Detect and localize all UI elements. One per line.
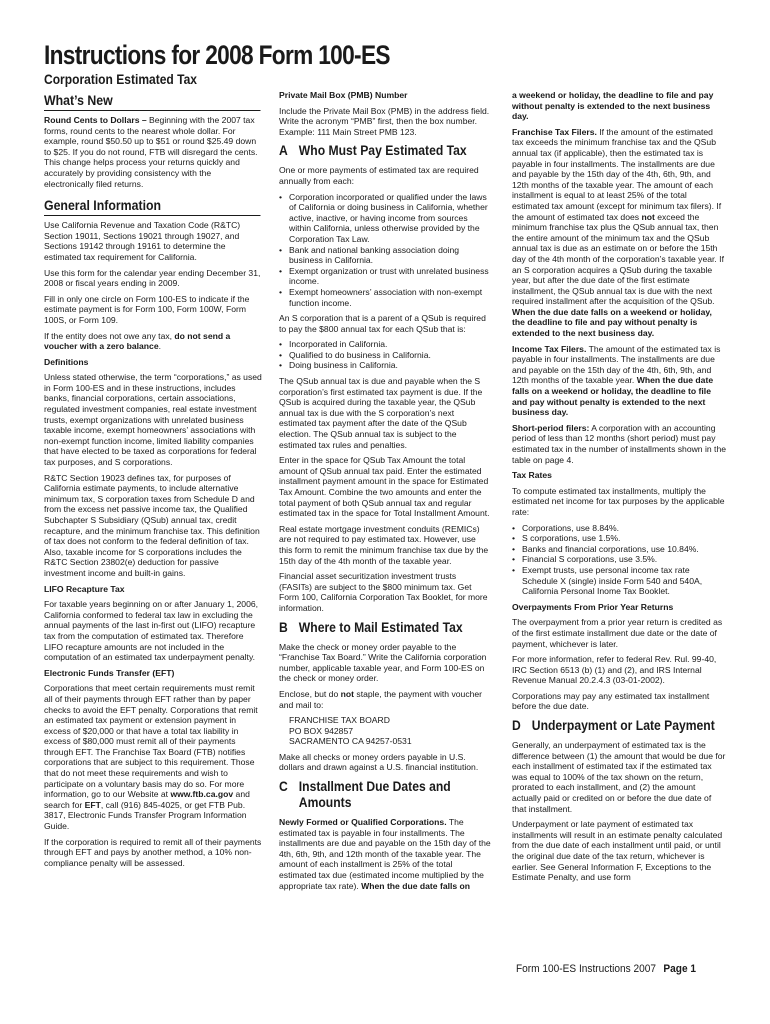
- list-item: • Corporations, use 8.84%.: [512, 523, 726, 534]
- list-item: • Exempt organization or trust with unrelated business income.: [279, 266, 491, 287]
- section-c-heading: [279, 779, 491, 811]
- address-line-2: PO BOX 942857: [289, 725, 354, 736]
- franchise-lead: Franchise Tax Filers.: [512, 126, 597, 137]
- overpayments-paragraph-3: Corporations may pay any estimated tax installment before the due date.: [512, 690, 710, 712]
- list-item: • Banks and financial corporations, use 10.84%.: [512, 544, 726, 555]
- short-period-lead: Short-period filers:: [512, 422, 590, 433]
- general-info-paragraph-2: Use this form for the calendar year ending December 31, 2008 or fiscal years ending in 2009.: [44, 267, 261, 289]
- pmb-heading: Private Mail Box (PMB) Number: [279, 90, 408, 100]
- weekend-continuation: a weekend or holiday, the deadline to file and pay without penalty is extended to the next business day.: [512, 90, 714, 122]
- section-c-paragraph: [279, 817, 491, 891]
- lifo-heading: LIFO Recapture Tax: [44, 583, 125, 594]
- section-a-letter: A: [279, 143, 288, 159]
- footer-page-number: Page 1: [663, 963, 697, 975]
- income-tax-paragraph: [512, 344, 726, 418]
- eft-keyword: EFT: [84, 799, 101, 810]
- section-b-paragraph-2: [279, 689, 491, 710]
- zero-voucher-text-b: do not send a voucher with a zero balance: [44, 330, 231, 352]
- general-info-paragraph-4: [44, 331, 262, 352]
- footer-form-label: Form 100-ES Instructions 2007: [516, 963, 657, 975]
- enclose-text-a: Enclose, but do: [279, 688, 341, 699]
- section-a-paragraph-2: An S corporation that is a parent of a QSub is required to pay the $800 annual tax for each QSub that is:: [279, 313, 486, 334]
- section-b-paragraph-1: Make the check or money order payable to the “Franchise Tax Board.” Write the California corporation number, applicable taxable year, and Form 100-ES on the check or money order.: [279, 641, 487, 684]
- definitions-paragraph-2: R&TC Section 19023 defines tax, for purposes of California estimate payments, to include alternative minimum tax, S corporation taxes from Schedule D and from the excess net passive income tax, the Qualified Subchapter S Subsidiary (QSub) annual tax, credit recapture, and the minimum franchise tax. This definition of tax does not conform to the federal definition of tax. Also, taxable income for S corporations includes the R&TC Section 23802(e) deduction for passive investment income and built-in gains.: [44, 472, 260, 578]
- definitions-heading: Definitions: [44, 356, 89, 367]
- section-a-paragraph-6: Financial asset securitization investment trusts (FASITs) are subject to the $800 minimum tax. Get Form 100, California Corporation Tax Booklet, for more information.: [279, 571, 488, 613]
- tax-rates-paragraph: To compute estimated tax installments, multiply the estimated net income for tax purposes by the applicable rate:: [512, 485, 725, 517]
- page-subtitle: Corporation Estimated Tax: [44, 71, 197, 87]
- address-line-3: SACRAMENTO CA 94257-0531: [289, 736, 412, 747]
- qsub-list: [279, 339, 491, 371]
- list-item: • Exempt trusts, use personal income tax rate Schedule X (single) inside Form 540 and 540A, California Personal Inome Tax Booklet.: [512, 565, 726, 597]
- franchise-text-2: exceed the minimum franchise tax plus the QSub annual tax, then the entire amount of the minimum tax and the QSub annual tax is due as an estimate on or before the 15th day of the 4th month of the corporation’s taxable year. If an S corporation acquires a QSub during the taxable year, but after the due date of the first estimate installment, the QSub annual tax is due with the next required installment after the acquisition of the QSub.: [512, 211, 724, 307]
- list-item: • Exempt homeowners’ association with non-exempt function income.: [279, 287, 491, 308]
- eft-text-a: Corporations that meet certain requirements must remit all of their payments through EFT rather than by paper checks to avoid the EFT penalty. Corporations that remit an estimated tax payment or extension payment in excess of $20,000 or that have a total tax liability in excess of $80,000 must remit all of their payments through EFT. The Franchise Tax Board (FTB) notifies corporations that are subject to this requirement. Those that do not meet these requirements and wish to participate on a voluntary basis may do so. For more information, go to our Website at: [44, 683, 258, 800]
- section-c-title: Installment Due Dates and Amounts: [298, 779, 451, 811]
- income-bold: When the due date falls on a weekend or holiday, the deadline to file and pay without penalty is extended to the next business day.: [512, 375, 714, 418]
- address-line-1: FRANCHISE TAX BOARD: [289, 715, 390, 726]
- section-a-paragraph-5: Real estate mortgage investment conduits (REMICs) are not required to pay estimated tax. However, use this form to remit the minimum franchise tax due by the 15th day of the 4th month of the taxable year.: [279, 523, 489, 566]
- section-b-heading: [279, 620, 491, 636]
- section-d-heading: [512, 718, 726, 734]
- list-item: • Financial S corporations, use 3.5%.: [512, 554, 726, 565]
- eft-text-c: , call (916) 845-4025, or get FTB Pub. 3817, Electronic Funds Transfer Program Information Guide.: [44, 799, 247, 832]
- general-info-paragraph-1: Use California Revenue and Taxation Code (R&TC) Section 19011, Sections 19021 through 19027, and Sections 19142 through 19161 to determine the estimated tax requirement for California.: [44, 220, 241, 262]
- section-b-title: Where to Mail Estimated Tax: [298, 619, 463, 635]
- definitions-paragraph-1: Unless stated otherwise, the term “corporations,” as used in Form 100-ES and in these instructions, includes banks, financial corporations, certain associations, regulated investment companies, real estate investment trusts, exempt organizations with unrelated business taxable income, exempt homeowners’ associations with non-exempt function income, limited liability companies that have elected to be taxed as corporations for federal tax purposes, and S corporations.: [44, 372, 262, 468]
- section-d-title: Underpayment or Late Payment: [531, 718, 715, 734]
- section-c-letter: C: [279, 779, 288, 795]
- eft-text-b: and search for: [44, 789, 250, 810]
- tax-rates-heading: Tax Rates: [512, 470, 552, 481]
- zero-voucher-text-a: If the entity does not owe any tax,: [44, 330, 175, 341]
- column-middle: [279, 90, 491, 896]
- zero-voucher-text-c: .: [158, 341, 162, 352]
- list-item: • Doing business in California.: [279, 360, 491, 371]
- page-title: Instructions for 2008 Form 100-ES: [44, 40, 390, 70]
- section-d-letter: D: [512, 718, 521, 734]
- franchise-tax-paragraph: [512, 127, 726, 339]
- franchise-bold: When the due date falls on a weekend or holiday, the deadline to file and pay without penalty is extended to the next business day.: [512, 306, 712, 339]
- column-right: [512, 90, 726, 888]
- section-a-paragraph-1: One or more payments of estimated tax are required annually from each:: [279, 165, 479, 186]
- overpayments-heading: Overpayments From Prior Year Returns: [512, 601, 674, 612]
- section-d-paragraph-1: Generally, an underpayment of estimated tax is the difference between (1) the amount that would be due for each installment of estimated tax if the estimated tax was equal to 100% of the tax shown on the return, prorated to each installment, and (2) the amount actually paid or credited on or before the due date of that installment.: [512, 740, 726, 814]
- general-information-heading: General Information: [44, 197, 261, 216]
- income-text: The amount of the estimated tax is payable in four installments. The installments are due and payable on the 15th day of the 4th, 6th, 9th, and 12th months of the taxable year.: [512, 343, 721, 386]
- income-lead: Income Tax Filers.: [512, 343, 587, 354]
- list-item: • Qualified to do business in California.: [279, 350, 491, 361]
- newly-formed-text: The estimated tax is payable in four installments. The installments are due and payable on the 15th day of the 4th, 6th, 9th, and 12th month of the taxable year. The amount of each installment is 25% of the total estimated tax due (estimated income multiplied by the appropriate tax rate).: [279, 817, 491, 891]
- round-cents-paragraph: [44, 115, 262, 189]
- section-b-letter: B: [279, 619, 288, 635]
- whats-new-heading: What’s New: [44, 92, 261, 111]
- page-footer: [516, 963, 696, 975]
- eft-paragraph-2: If the corporation is required to remit all of their payments through EFT and pays by another method, a 10% non-compliance penalty will be assessed.: [44, 836, 262, 868]
- mailing-address: [289, 715, 491, 747]
- list-item: • Bank and national banking association doing business in California.: [279, 245, 491, 266]
- round-cents-text: Beginning with the 2007 tax forms, round cents to the nearest whole dollar. For example, round $50.50 up to $51 or round $25.49 down to $25. If you do not round, FTB will disregard the cents. This change helps process your returns quickly and accurately by providing consistency with the electronically filed returns.: [44, 115, 258, 189]
- overpayments-paragraph-1: The overpayment from a prior year return is credited as of the first estimate installment due date or the date of payment, whichever is later.: [512, 617, 723, 649]
- franchise-not: not: [641, 211, 655, 222]
- section-b-paragraph-3: Make all checks or money orders payable in U.S. dollars and drawn against a U.S. financial institution.: [279, 751, 479, 773]
- who-must-pay-list: [279, 192, 491, 309]
- section-a-paragraph-4: Enter in the space for QSub Tax Amount the total amount of QSub annual tax paid. Enter the estimated installment payment amount in the space for Estimated Tax Amount. Combine the two amounts and enter the total payment of both QSub annual tax and regular estimated tax in the space for Total Installment Amount.: [279, 455, 490, 519]
- due-date-bold: When the due date falls on: [361, 880, 471, 891]
- section-a-title: Who Must Pay Estimated Tax: [298, 143, 467, 159]
- lifo-paragraph: For taxable years beginning on or after January 1, 2006, California conformed to federal tax law in excluding the annual payments of the last in-first out (LIFO) recapture tax from the computation of estimated tax. Therefore LIFO recapture amounts are not included in the computation of an estimated tax underpayment penalty.: [44, 599, 259, 663]
- short-period-paragraph: [512, 423, 726, 465]
- section-a-paragraph-3: The QSub annual tax is due and payable when the S corporation’s first estimated tax payment is due. If the QSub is acquired during the taxable year, the QSub annual tax is due with the S corporation’s next estimated tax payment after the date of the QSub election. The QSub annual tax is subject to the estimated tax rules and penalties.: [279, 376, 483, 450]
- short-period-text: A corporation with an accounting period of less than 12 months (short period) must pay estimated tax in the number of installments shown in the table on page 4.: [512, 422, 727, 465]
- website-link[interactable]: www.ftb.ca.gov: [170, 789, 234, 800]
- eft-heading: Electronic Funds Transfer (EFT): [44, 667, 175, 678]
- list-item: • Incorporated in California.: [279, 339, 491, 350]
- newly-formed-lead: Newly Formed or Qualified Corporations.: [279, 817, 447, 828]
- enclose-text-b: staple, the payment with voucher and mail to:: [279, 688, 483, 710]
- general-info-paragraph-3: Fill in only one circle on Form 100-ES to indicate if the estimate payment is for Form 100, Form 100W, Form 100S, or Form 109.: [44, 293, 250, 325]
- list-item: • Corporation incorporated or qualified under the laws of California or doing business in California, whether active, inactive, or having income from sources within California, unless otherwise provided by the Corporation Tax Law.: [279, 192, 491, 245]
- enclose-not: not: [340, 688, 355, 699]
- franchise-text-1: If the amount of the estimated tax exceeds the minimum franchise tax and the QSub annual tax (if applicable), then the estimated tax is payable in four installments. The installments are due and payable by the 15th day of the 4th, 6th, 9th, and 12th months of the taxable year. The amount of each installment is equal to at least 25% of the total estimated tax amount (except for minimum tax filers). If the amount of estimated tax does: [512, 126, 722, 222]
- round-cents-lead: Round Cents to Dollars –: [44, 115, 147, 125]
- section-a-heading: [279, 143, 491, 159]
- pmb-paragraph: Include the Private Mail Box (PMB) in the address field. Write the acronym “PMB” first, then the box number. Example: 111 Main Street PMB 123.: [279, 105, 490, 137]
- section-d-paragraph-2: Underpayment or late payment of estimated tax installments will result in an estimate penalty calculated from the due date of each installment until paid, or until the original due date of the tax return, whichever is earlier. See General Information F, Exceptions to the Estimate Penalty, and use form: [512, 819, 723, 883]
- eft-paragraph-1: [44, 683, 262, 831]
- overpayments-paragraph-2: For more information, refer to federal Rev. Rul. 99-40, IRC Section 6513 (b) (1) and (2), and IRS Internal Revenue Manual 20.2.4.3 (03-01-2002).: [512, 654, 717, 686]
- list-item: • S corporations, use 1.5%.: [512, 533, 726, 544]
- tax-rates-list: [512, 523, 726, 597]
- column-left: [44, 90, 262, 873]
